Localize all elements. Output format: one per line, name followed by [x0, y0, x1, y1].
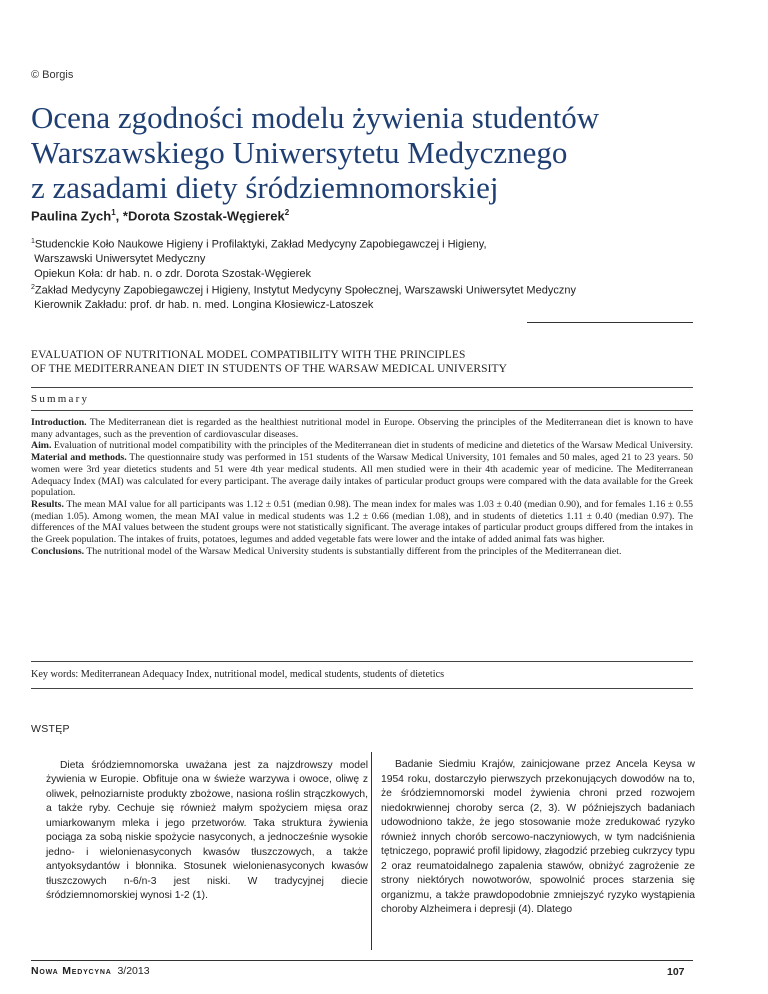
affil-1-line-2: Warszawski Uniwersytet Medyczny [34, 253, 206, 266]
affil-2-line-2: Kierownik Zakładu: prof. dr hab. n. med. Longina Kłosiewicz-Latoszek [34, 299, 374, 312]
affil-2-sup: 2 [31, 284, 35, 292]
title-line-2: Warszawskiego Uniwersytetu Medycznego [31, 135, 568, 170]
authors [31, 208, 289, 223]
affil-2-line-1: Zakład Medycyny Zapobiegawczej i Higieny, Instytut Medycyny Społecznej, Warszawski Uniwersytet Medyczny [34, 284, 576, 297]
english-title-line-2: OF THE MEDITERRANEAN DIET IN STUDENTS OF THE WARSAW MEDICAL UNIVERSITY [31, 363, 508, 375]
summary-text [31, 417, 693, 557]
keywords: Key words: Mediterranean Adequacy Index, nutritional model, medical students, students of dietetics [31, 669, 445, 680]
body-paragraph-left: Dieta śródziemnomorska uważana jest za najzdrowszy model żywienia w Europie. Obfituje ona w świeże warzywa i owoce, oliwę z oliwek, pełnoziarniste produkty zbożowe, nasiona roślin strączkowych, a także ryby. Cechuje się również małym spożyciem mięsa oraz umiarkowanym mleka i jego przetworów. Taka struktura żywienia pociąga za sobą niskie spożycie nasyconych, a jednocześnie wysokie jedno- i wielonienasyconych kwasów tłuszczowych, a także antyoksydantów i błonnika. Stosunek wielonienasyconych kwasów tłuszczowych n-6/n-3 jest niski. W tradycyjnej diecie śródziemnomorskiej wynosi 1-2 (1). [46, 759, 368, 901]
author-2: , *Dorota Szostak-Węgierek [115, 208, 285, 224]
english-title-line-1: EVALUATION OF NUTRITIONAL MODEL COMPATIBILITY WITH THE PRINCIPLES [31, 349, 466, 361]
author-2-sup: 2 [284, 208, 290, 217]
summary-top-rule [31, 387, 693, 388]
summary-results: Results. The mean MAI value for all participants was 1.12 ± 0.51 (median 0.98). The mean index for males was 1.03 ± 0.40 (median 0.90), and for females 1.16 ± 0.55 (median 1.05). Among women, the mean MAI value in medical students was 1.2 ± 0.66 (median 1.08), and in students of dietetics 1.11 ± 0.40 (median 0.97). The differences of the MAI values between the student groups were not statistically significant. The average intakes of particular product groups differed from the intakes in the Greek population. The intakes of fruits, potatoes, legumes and added vegetable fats were lower and the intake of added animal fats was higher. [31, 498, 693, 546]
keywords-bottom-rule [31, 688, 693, 689]
summary-label-rule [31, 410, 693, 411]
column-divider [371, 752, 372, 950]
affil-1-line-3: Opiekun Koła: dr hab. n. o zdr. Dorota Szostak-Węgierek [34, 267, 312, 280]
section-heading: WSTĘP [31, 723, 70, 735]
keywords-top-rule [31, 661, 693, 662]
copyright-notice: © Borgis [31, 69, 74, 81]
body-paragraph-right: Badanie Siedmiu Krajów, zainicjowane przez Ancela Keysa w 1954 roku, dostarczyło pierwszych przekonujących dowodów na to, że śródziemnomorski model żywienia chroni przed rozwojem niedokrwiennej choroby serca (2, 3). W późniejszych badaniach udowodniono także, że jego stosowanie może zredukować ryzyko również innych chorób sercowo-naczyniowych, w tym nadciśnienia tętniczego, poprawić profil lipidowy, złagodzić przebieg cukrzycy typu 2 oraz reumatoidalnego zapalenia stawów, obniżyć zagrożenie ze strony niektórych nowotworów, spowolnić proces starzenia się organizmu, a także prawdopodobnie zmniejszyć ryzyko wystąpienia choroby Alzheimera i depresji (4). Dlatego [381, 759, 696, 915]
title-line-3: z zasadami diety śródziemnomorskiej [31, 170, 499, 205]
affil-1-sup: 1 [31, 238, 35, 245]
summary-aim: Aim. Evaluation of nutritional model compatibility with the principles of the Mediterranean diet in students of medicine and dietetics of the Warsaw Medical University. [31, 440, 693, 452]
summary-conclusions: Conclusions. The nutritional model of the Warsaw Medical University students is substantially different from the principles of the Mediterranean diet. [31, 545, 622, 557]
footer-rule [31, 960, 693, 961]
page-number: 107 [667, 966, 685, 978]
article-title [31, 100, 751, 205]
journal-issue: 3/2013 [117, 965, 150, 977]
title-line-1: Ocena zgodności modelu żywienia studentów [31, 100, 600, 135]
english-title [31, 348, 741, 376]
journal-name: Nowa Medycyna [31, 965, 112, 977]
body-column-right [381, 722, 695, 918]
journal-info [31, 965, 150, 977]
summary-label: Summary [31, 393, 90, 405]
affiliation-divider [527, 322, 693, 323]
summary-introduction: Introduction. The Mediterranean diet is regarded as the healthiest nutritional model in Europe. Observing the principles of the Mediterranean diet is known to have many advantages, such as the prevention of cardiovascular diseases. [31, 417, 693, 440]
author-1-sup: 1 [111, 208, 116, 217]
body-column-left [31, 722, 368, 904]
author-1: Paulina Zych [31, 208, 112, 224]
summary-methods: Material and methods. The questionnaire study was performed in 151 students of the Warsaw Medical University, 101 females and 50 males, aged 21 to 23 years. 50 women were 3rd year dietetics students and 51 were 4th year medical students. All men studied were in their 4th academic year of medicine. The Mediterranean Adequacy Index (MAI) was calculated for every participant. The average daily intakes of particular product groups were compared with the data available for the Greek population. [31, 452, 693, 499]
affiliations [31, 235, 741, 313]
affil-1-line-1: Studenckie Koło Naukowe Higieny i Profilaktyki, Zakład Medycyny Zapobiegawczej i Higieny, [34, 238, 487, 251]
